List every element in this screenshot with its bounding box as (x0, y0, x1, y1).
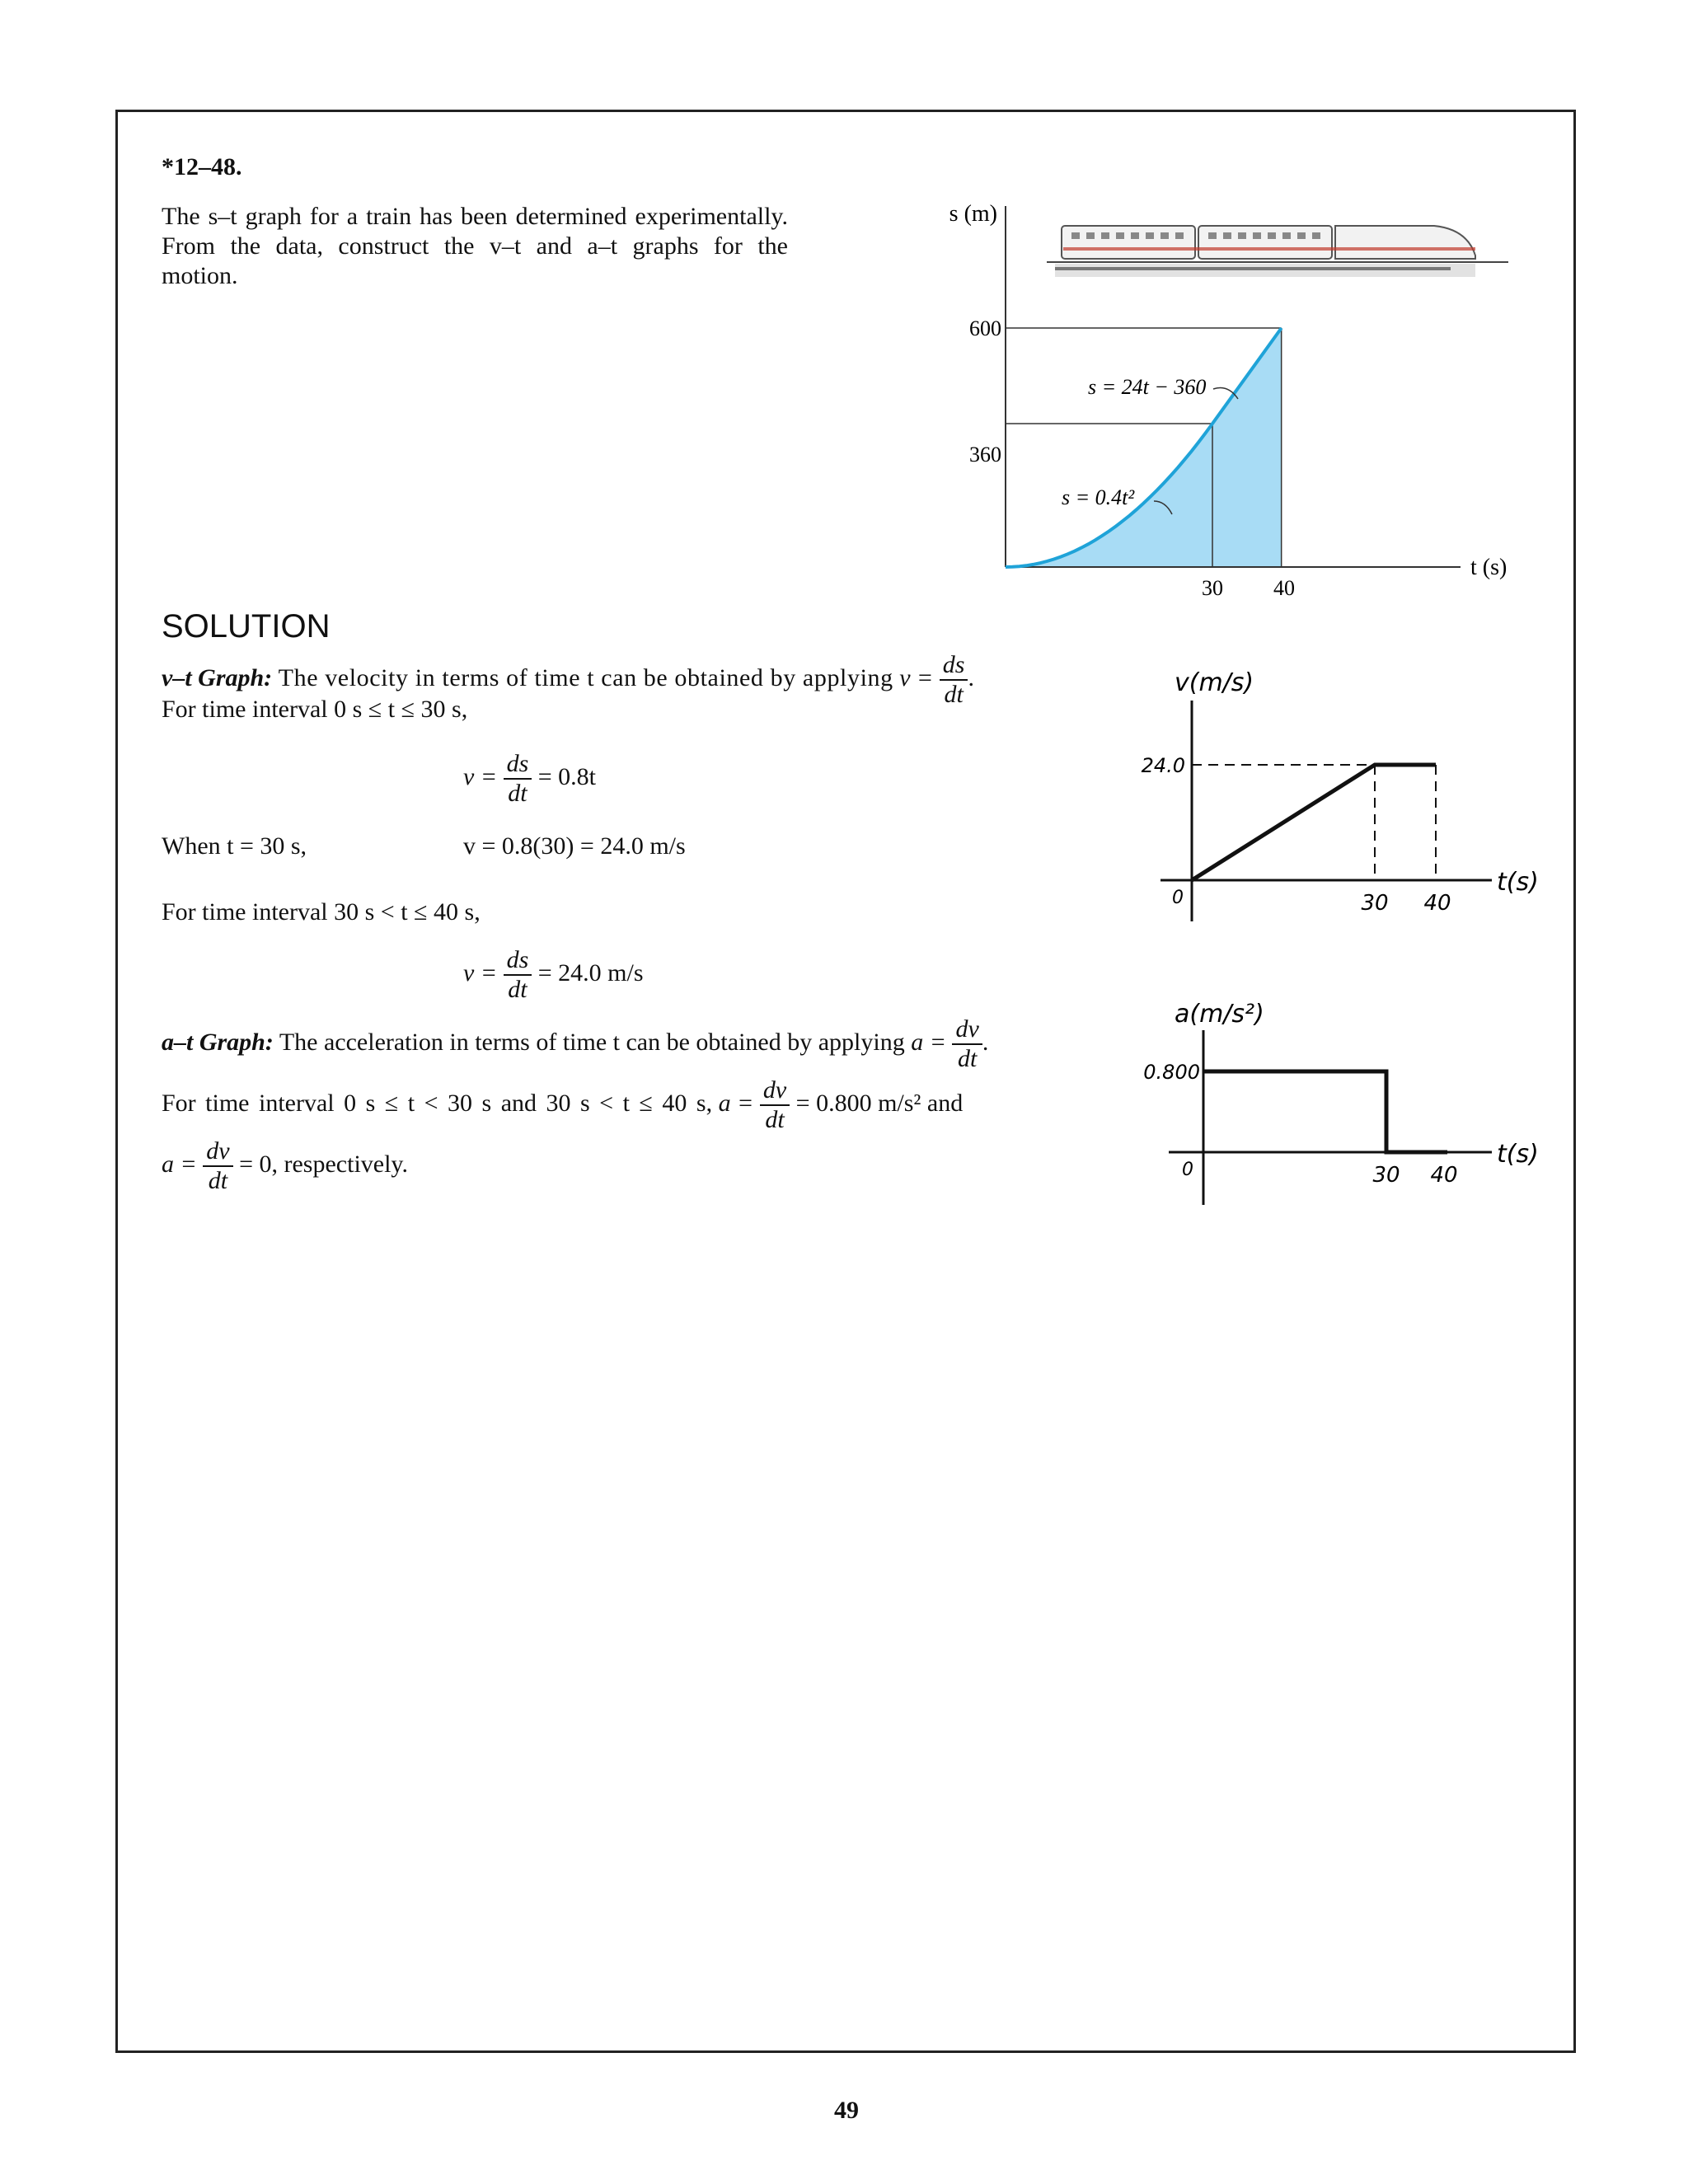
when-label: When t = 30 s, (162, 832, 307, 860)
vt-paragraph: v–t Graph: The velocity in terms of time t can be obtained by applying v = $\frac{ds}{dt}$ . (162, 651, 974, 708)
interval3-eq-lhs: a = (718, 1089, 754, 1117)
problem-line-3: motion. (162, 262, 238, 289)
fraction-numerator: ds (504, 946, 532, 976)
fraction-denominator: dt (208, 1167, 228, 1194)
fraction-denominator: dt (957, 1045, 978, 1072)
x-tick-40: 40 (1273, 576, 1295, 600)
eq1-rhs: = 0.8t (537, 762, 597, 790)
at-intro: The acceleration in terms of time t can be obtained by applying (279, 1028, 905, 1056)
vt-intro: The velocity in terms of time t can be obtained by applying (278, 663, 893, 691)
t-axis-label: t (s) (1470, 555, 1507, 580)
fraction-denominator: dt (765, 1106, 785, 1133)
y-tick-24: 24.0 (1141, 754, 1185, 777)
fraction-denominator: dt (508, 976, 528, 1003)
problem-line-1: The s–t graph for a train has been determined experimentally. (162, 203, 788, 230)
interval3-eq-rhs: = 0.800 m/s² and (795, 1089, 964, 1117)
at-heading: a–t Graph: (162, 1028, 274, 1056)
fraction-numerator: dv (952, 1015, 982, 1045)
at-paragraph: a–t Graph: The acceleration in terms of time t can be obtained by applying a = $\frac{dv}{dt}$ . (162, 1015, 989, 1072)
annotation-quadratic: s = 0.4t² (1062, 485, 1135, 509)
eq3-rhs: = 24.0 m/s (537, 958, 644, 987)
vt-formula-lhs: v = (899, 663, 934, 691)
interval3-text: For time interval 0 s ≤ t < 30 s and 30 s < t ≤ 40 s, (162, 1089, 713, 1117)
t-axis-label: t(s) (1497, 868, 1539, 897)
v-axis-label: v(m/s) (1175, 668, 1254, 697)
last-lhs: a = (162, 1150, 197, 1178)
a-axis-label: a(m/s²) (1175, 1000, 1264, 1029)
ds-dt-fraction (504, 946, 532, 1004)
dv-dt-fraction (952, 1015, 982, 1073)
dv-dt-fraction (203, 1137, 232, 1195)
ds-dt-fraction (940, 651, 968, 709)
y-tick-360: 360 (969, 443, 1001, 466)
x-tick-40: 40 (1430, 1163, 1458, 1188)
problem-number: *12–48. (162, 153, 242, 180)
fraction-denominator: dt (508, 780, 528, 807)
t-axis-label: t(s) (1497, 1140, 1539, 1169)
y-tick-0800: 0.800 (1143, 1061, 1200, 1084)
train-illustration (1047, 226, 1508, 277)
fraction-numerator: dv (203, 1137, 232, 1167)
a-t-line (1203, 1071, 1447, 1152)
annotation-linear: s = 24t − 360 (1088, 375, 1207, 399)
last-rhs: = 0, respectively. (239, 1150, 408, 1178)
x-tick-30: 30 (1372, 1163, 1400, 1188)
interval-2: For time interval 30 s < t ≤ 40 s, (162, 898, 481, 926)
ds-dt-fraction (504, 750, 532, 808)
at-formula-lhs: a = (911, 1028, 946, 1056)
origin-label: 0 (1172, 888, 1184, 908)
fraction-numerator: ds (940, 651, 968, 681)
s-axis-label: s (m) (949, 201, 997, 227)
page-number: 49 (834, 2097, 859, 2124)
fraction-denominator: dt (944, 681, 964, 708)
v-t-graph (1121, 659, 1550, 931)
x-tick-30: 30 (1361, 891, 1389, 916)
x-tick-40: 40 (1423, 891, 1451, 916)
dv-dt-fraction (760, 1076, 790, 1134)
solution-heading: SOLUTION (162, 608, 331, 644)
a-t-graph (1121, 989, 1550, 1212)
interval-3 (162, 1076, 1052, 1134)
s-t-graph (940, 198, 1508, 610)
y-tick-600: 600 (969, 316, 1001, 340)
final-statement (162, 1137, 408, 1195)
fraction-numerator: ds (504, 750, 532, 780)
s-t-area-fill (1006, 328, 1282, 567)
eq3-lhs: v = (463, 958, 498, 987)
x-tick-30: 30 (1202, 576, 1223, 600)
eq1-lhs: v = (463, 762, 498, 790)
vt-heading: v–t Graph: (162, 663, 273, 691)
fraction-numerator: dv (760, 1076, 790, 1106)
problem-line-2: From the data, construct the v–t and a–t graphs for the (162, 232, 788, 260)
origin-label: 0 (1182, 1160, 1193, 1180)
eq-velocity-1 (463, 750, 596, 808)
interval-1: For time interval 0 s ≤ t ≤ 30 s, (162, 696, 468, 723)
eq-velocity-2: v = 0.8(30) = 24.0 m/s (463, 832, 686, 860)
v-t-line (1192, 765, 1436, 880)
eq-velocity-3 (463, 946, 644, 1004)
